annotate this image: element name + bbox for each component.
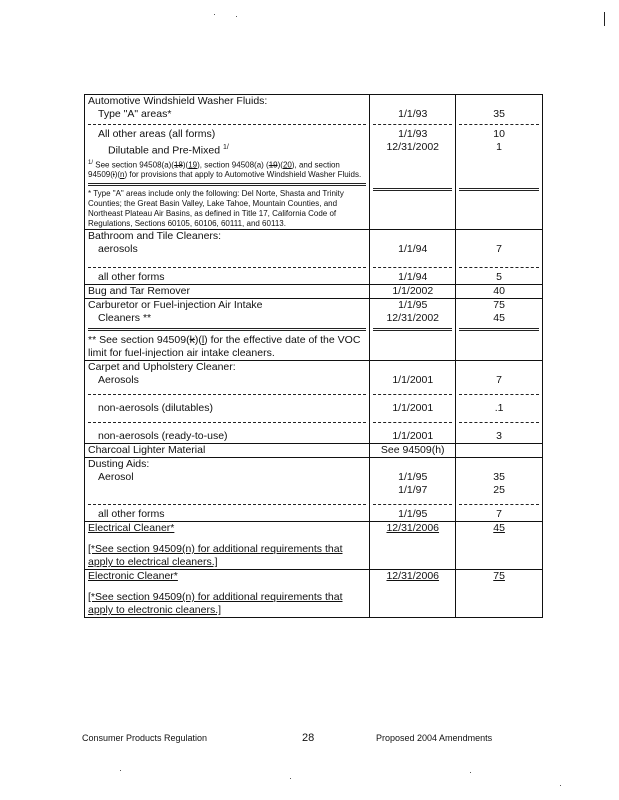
voc-limit: 45 [493, 522, 505, 535]
category-cell [85, 95, 370, 230]
effective-date: 1/1/2001 [392, 374, 434, 387]
inserted-text: 20 [282, 160, 292, 170]
effective-date: 1/1/2001 [392, 402, 434, 415]
footnote-text: )( [194, 334, 202, 347]
effective-date: 1/1/93 [398, 128, 428, 140]
effective-date: 1/1/95 [398, 471, 428, 484]
category-cell [85, 299, 370, 361]
footnote-marker: 1/ [88, 159, 94, 166]
date-cell [370, 361, 456, 444]
dashed-divider [373, 124, 452, 125]
effective-date: 1/1/2002 [370, 285, 456, 299]
sub-category [88, 141, 366, 158]
date-cell [370, 95, 456, 230]
double-divider [459, 188, 539, 191]
table-row [85, 444, 543, 458]
voc-cell [456, 458, 543, 522]
voc-cell [456, 444, 543, 458]
voc-limit: 7 [496, 508, 503, 521]
voc-limit: 5 [496, 271, 503, 284]
dashed-divider [88, 267, 366, 268]
dashed-divider [459, 394, 539, 395]
table-row [85, 570, 543, 618]
table-row [85, 361, 543, 444]
category-heading: Electrical Cleaner* [88, 522, 175, 535]
voc-limit: 7 [496, 243, 503, 256]
table-row [85, 95, 543, 230]
page-number: 28 [302, 732, 315, 744]
voc-limit: 75 [493, 570, 505, 583]
category-cell [85, 361, 370, 444]
voc-limit: .1 [494, 402, 504, 415]
date-cell [370, 299, 456, 361]
category-heading: Bathroom and Tile Cleaners: [88, 230, 222, 243]
effective-date: 12/31/2006 [386, 570, 440, 583]
voc-cell [456, 522, 543, 570]
effective-date: 1/1/95 [398, 508, 428, 521]
footnote-text: )( [277, 160, 283, 170]
double-divider [373, 328, 452, 331]
voc-limit: 3 [496, 430, 503, 443]
effective-date: 1/1/94 [398, 243, 428, 256]
sub-category: non-aerosols (ready-to-use) [98, 430, 228, 443]
dashed-divider [373, 504, 452, 505]
deleted-text: 19 [268, 160, 278, 170]
footer-subtitle: Proposed 2004 Amendments [376, 733, 493, 743]
effective-date: 1/1/94 [398, 271, 428, 284]
table-row [85, 285, 543, 299]
table-row [85, 299, 543, 361]
footnote-text: See section 94508(a)( [95, 160, 174, 170]
footer-title: Consumer Products Regulation [82, 733, 208, 743]
date-cell [370, 458, 456, 522]
table-row [85, 230, 543, 285]
footnote-text: ) for provisions that apply to Automotive Windshield Washer Fluids. [124, 170, 362, 180]
dashed-divider [88, 422, 366, 423]
dashed-divider [459, 267, 539, 268]
effective-date: 1/1/2001 [392, 430, 434, 443]
footnote [88, 158, 366, 181]
effective-date: 12/31/2002 [386, 312, 440, 325]
footnote-ref: 1/ [222, 144, 229, 151]
voc-cell [456, 230, 543, 285]
date-cell [370, 522, 456, 570]
deleted-text: k [189, 334, 195, 347]
double-divider [459, 328, 539, 331]
inserted-text: l [201, 334, 205, 347]
category-heading: Dusting Aids: [88, 458, 150, 471]
scan-speck [560, 785, 561, 786]
voc-limit: 1 [496, 141, 503, 153]
scan-mark [604, 12, 605, 26]
category-cell [85, 230, 370, 285]
dashed-divider [373, 394, 452, 395]
footnote [88, 334, 366, 360]
category-heading: Electronic Cleaner* [88, 570, 178, 583]
effective-date: 12/31/2006 [386, 522, 440, 535]
effective-date: 1/1/93 [398, 108, 428, 120]
date-cell [370, 230, 456, 285]
effective-date: See 94509(h) [370, 444, 456, 458]
cell-note: [*See section 94509(n) for additional requirements that apply to electronic cleaners.] [88, 591, 343, 617]
dashed-divider [88, 504, 366, 505]
category-heading: Charcoal Lighter Material [85, 444, 370, 458]
footnote-text: ** See section 94509( [88, 334, 190, 347]
date-cell [370, 570, 456, 618]
dashed-divider [459, 124, 539, 125]
footnote: * Type "A" areas include only the following: Del Norte, Shasta and Trinity Counties; the Great Basin Valley, Lake Tahoe, Mountain Counties, and Northeast Plateau Air Basins, as defined in Title 17, California Code of Regulations, Sections 60105, 60106, 60111, and 60113. [88, 189, 344, 229]
scan-speck [290, 778, 291, 779]
voc-limit: 10 [493, 128, 505, 140]
dashed-divider [373, 422, 452, 423]
voc-cell [456, 570, 543, 618]
category-heading: Carburetor or Fuel-injection Air Intake [88, 299, 263, 312]
voc-cell [456, 361, 543, 444]
scan-speck [214, 14, 215, 15]
voc-limit: 40 [456, 285, 543, 299]
dashed-divider [459, 422, 539, 423]
double-divider [88, 183, 366, 186]
category-cell [85, 458, 370, 522]
voc-limit: 25 [493, 484, 505, 497]
footnote-text: )( [114, 170, 121, 180]
dashed-divider [459, 504, 539, 505]
sub-category: non-aerosols (dilutables) [98, 402, 213, 415]
effective-date: 1/1/97 [398, 484, 428, 497]
sub-category: All other areas (all forms) [98, 128, 216, 140]
sub-category: Aerosols [98, 374, 139, 387]
sub-category-label: Dilutable and Pre-Mixed [108, 144, 221, 157]
effective-date: 12/31/2002 [386, 141, 440, 153]
voc-limit: 7 [496, 374, 503, 387]
voc-limit: 75 [493, 299, 505, 312]
deleted-text: 18 [173, 160, 183, 170]
dashed-divider [88, 124, 366, 125]
table-row [85, 458, 543, 522]
table-row [85, 522, 543, 570]
sub-category: Type "A" areas* [98, 108, 172, 120]
dashed-divider [373, 267, 452, 268]
sub-category: Aerosol [98, 471, 134, 484]
footnote-text: ), and section 94509( [88, 160, 340, 180]
category-heading: Carpet and Upholstery Cleaner: [88, 361, 236, 374]
sub-category: all other forms [98, 271, 165, 284]
voc-limits-table [84, 94, 543, 618]
category-cell [85, 522, 370, 570]
effective-date: 1/1/95 [398, 299, 428, 312]
voc-cell [456, 95, 543, 230]
deleted-text: i [112, 170, 115, 180]
sub-category: aerosols [98, 243, 138, 256]
footnote-text: ), section 94508(a) ( [197, 160, 269, 170]
inserted-text: 19 [188, 160, 198, 170]
inserted-text: n [120, 170, 125, 180]
voc-limit: 35 [493, 108, 505, 120]
double-divider [373, 188, 452, 191]
dashed-divider [88, 394, 366, 395]
scan-speck [236, 16, 237, 17]
scan-speck [470, 772, 471, 773]
category-heading: Bug and Tar Remover [85, 285, 370, 299]
category-cell [85, 570, 370, 618]
sub-category: Cleaners ** [98, 312, 152, 325]
sub-category: all other forms [98, 508, 165, 521]
scan-speck [120, 770, 121, 771]
footnote-text: ) for the effective date of the VOC limit for fuel-injection air intake cleaners. [88, 334, 361, 360]
voc-limit: 45 [493, 312, 505, 325]
double-divider [88, 328, 366, 331]
category-heading: Automotive Windshield Washer Fluids: [88, 95, 268, 107]
voc-cell [456, 299, 543, 361]
cell-note: [*See section 94509(n) for additional requirements that apply to electrical cleaners.] [88, 543, 343, 569]
voc-limit: 35 [493, 471, 505, 484]
footnote-text: )( [182, 160, 189, 170]
